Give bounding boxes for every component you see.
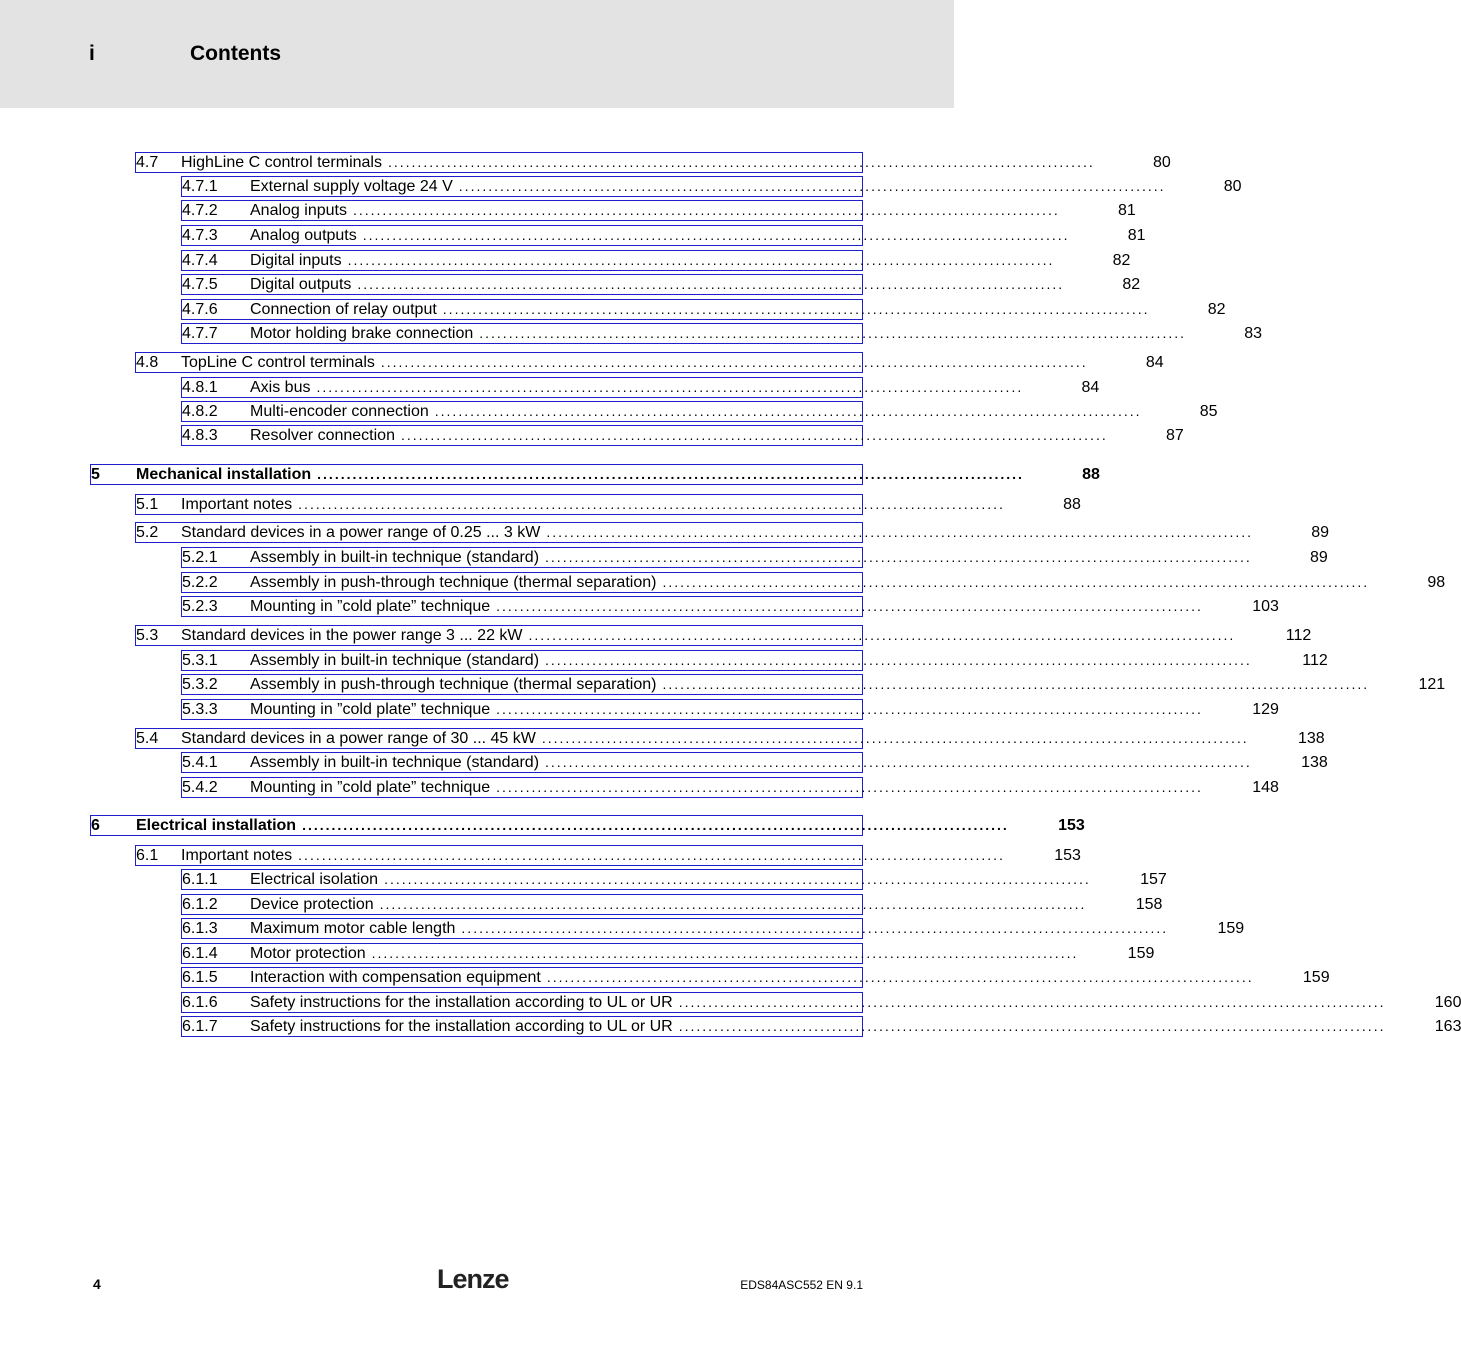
toc-leader-dots: ........................................................................................................................ <box>496 598 1203 614</box>
toc-leader-dots: ........................................................................................................................ <box>545 652 1252 668</box>
toc-leader-dots: ........................................................................................................................ <box>541 730 1249 746</box>
toc-entry-6-1-1[interactable] <box>181 869 1167 890</box>
toc-entry-page: 83 <box>1244 325 1263 342</box>
toc-leader-dots: ........................................................................................................................ <box>362 227 1070 243</box>
toc-entry-title: Motor protection <box>250 945 366 962</box>
toc-leader-dots: ........................................................................................................................ <box>357 276 1065 292</box>
toc-entry-6-1-4[interactable] <box>181 943 1155 964</box>
toc-entry-number: 6.1 <box>136 847 159 864</box>
toc-entry-title: Assembly in push-through technique (thermal separation) <box>250 574 657 591</box>
toc-entry-number: 4.7.5 <box>182 276 218 293</box>
toc-entry-title: Standard devices in a power range of 30 ... 45 kW <box>181 730 536 747</box>
toc-entry-page: 89 <box>1310 549 1328 566</box>
toc-entry-5-4-1[interactable] <box>181 752 1328 773</box>
toc-entry-title: Analog outputs <box>250 227 357 244</box>
toc-leader-dots: ........................................................................................................................ <box>479 325 1187 341</box>
toc-entry-number: 5 <box>91 466 100 483</box>
toc-entry-title: Axis bus <box>250 379 311 396</box>
toc-entry-page: 84 <box>1081 379 1100 396</box>
toc-entry-number: 4.7.4 <box>182 252 218 269</box>
toc-entry-title: Assembly in built-in technique (standard) <box>250 754 540 771</box>
toc-entry-6-1-5[interactable] <box>181 967 1330 988</box>
toc-entry-page: 82 <box>1207 301 1226 318</box>
toc-leader-dots: ........................................................................................................................ <box>461 920 1169 936</box>
toc-entry-number: 4.8.2 <box>182 403 218 420</box>
toc-entry-title: Assembly in push-through technique (thermal separation) <box>250 676 657 693</box>
toc-entry-page: 112 <box>1285 627 1312 644</box>
toc-entry-number: 6 <box>91 817 100 834</box>
toc-entry-number: 5.4.2 <box>182 779 218 796</box>
toc-entry-title: Assembly in built-in technique (standard) <box>250 652 540 669</box>
toc-leader-dots: ........................................................................................................................ <box>545 549 1252 565</box>
toc-entry-4-8[interactable] <box>135 352 1164 373</box>
toc-entry-title: TopLine C control terminals <box>181 354 375 371</box>
toc-leader-dots: ........................................................................................................................ <box>545 754 1252 770</box>
toc-entry-title: Digital outputs <box>250 276 352 293</box>
toc-entry-number: 5.4 <box>136 730 159 747</box>
toc-entry-5-1[interactable] <box>135 494 1081 515</box>
toc-entry-page: 153 <box>1054 847 1081 864</box>
toc-entry-page: 148 <box>1252 779 1279 796</box>
lenze-logo: Lenze <box>437 1264 509 1294</box>
toc-leader-dots: ........................................................................................................................ <box>347 252 1055 268</box>
toc-entry-page: 159 <box>1127 945 1155 962</box>
toc-entry-page: 121 <box>1418 676 1446 693</box>
toc-leader-dots: ........................................................................................................................ <box>400 427 1108 443</box>
toc-entry-5[interactable] <box>90 464 1100 485</box>
toc-entry-number: 4.8.1 <box>182 379 218 396</box>
toc-entry-5-3[interactable] <box>135 625 1312 646</box>
toc-leader-dots: ........................................................................................................................ <box>678 1018 1386 1034</box>
toc-leader-dots: ........................................................................................................................ <box>298 847 1005 863</box>
toc-entry-page: 80 <box>1223 178 1242 195</box>
toc-entry-number: 5.2 <box>136 524 159 541</box>
toc-entry-4-7-1[interactable] <box>181 176 1242 197</box>
toc-leader-dots: ........................................................................................................................ <box>352 202 1060 218</box>
toc-leader-dots: ........................................................................................................................ <box>434 403 1142 419</box>
toc-entry-title: Mechanical installation <box>136 466 312 483</box>
toc-entry-number: 6.1.5 <box>182 969 218 986</box>
toc-leader-dots: ........................................................................................................................ <box>387 154 1095 170</box>
toc-entry-5-3-1[interactable] <box>181 650 1328 671</box>
toc-entry-page: 159 <box>1217 920 1245 937</box>
toc-entry-6-1-3[interactable] <box>181 918 1245 939</box>
toc-entry-number: 5.1 <box>136 496 159 513</box>
toc-entry-page: 163 <box>1434 1018 1461 1035</box>
toc-entry-page: 129 <box>1252 701 1279 718</box>
toc-entry-4-7-2[interactable] <box>181 200 1136 221</box>
toc-entry-number: 6.1.6 <box>182 994 218 1011</box>
toc-leader-dots: ........................................................................................................................ <box>442 301 1150 317</box>
toc-entry-4-8-2[interactable] <box>181 401 1218 422</box>
toc-leader-dots: ........................................................................................................................ <box>662 676 1370 692</box>
toc-entry-5-4[interactable] <box>135 728 1325 749</box>
toc-leader-dots: ........................................................................................................................ <box>496 701 1203 717</box>
toc-leader-dots: ........................................................................................................................ <box>662 574 1370 590</box>
toc-entry-6-1-2[interactable] <box>181 894 1163 915</box>
toc-entry-number: 4.7.6 <box>182 301 218 318</box>
toc-entry-page: 98 <box>1427 574 1446 591</box>
toc-entry-5-3-2[interactable] <box>181 674 1446 695</box>
toc-entry-title: Resolver connection <box>250 427 395 444</box>
toc-entry-number: 5.3 <box>136 627 159 644</box>
toc-entry-number: 5.3.2 <box>182 676 218 693</box>
toc-entry-number: 4.7 <box>136 154 159 171</box>
toc-entry-number: 4.7.1 <box>182 178 218 195</box>
toc-entry-page: 112 <box>1302 652 1328 669</box>
toc-entry-title: Standard devices in the power range 3 ... 22 kW <box>181 627 523 644</box>
toc-entry-page: 157 <box>1140 871 1167 888</box>
toc-entry-6-1[interactable] <box>135 845 1081 866</box>
document-code: EDS84ASC552 EN 9.1 <box>740 1278 863 1292</box>
toc-entry-page: 103 <box>1252 598 1279 615</box>
toc-entry-4-7-4[interactable] <box>181 250 1131 271</box>
toc-leader-dots: ........................................................................................................................ <box>302 817 1009 833</box>
toc-entry-4-7[interactable] <box>135 152 1171 173</box>
toc-entry-page: 159 <box>1302 969 1330 986</box>
toc-entry-number: 6.1.4 <box>182 945 218 962</box>
toc-leader-dots: ........................................................................................................................ <box>316 379 1024 395</box>
footer-page-number: 4 <box>93 1276 101 1292</box>
toc-entry-number: 4.7.3 <box>182 227 218 244</box>
toc-entry-title: Maximum motor cable length <box>250 920 456 937</box>
toc-entry-title: Electrical isolation <box>250 871 379 888</box>
toc-leader-dots: ........................................................................................................................ <box>458 178 1166 194</box>
toc-leader-dots: ........................................................................................................................ <box>317 466 1024 482</box>
toc-entry-title: Important notes <box>181 496 293 513</box>
toc-entry-5-4-2[interactable] <box>181 777 1279 798</box>
toc-entry-page: 84 <box>1145 354 1164 371</box>
toc-entry-title: Interaction with compensation equipment <box>250 969 541 986</box>
toc-entry-title: Motor holding brake connection <box>250 325 474 342</box>
toc-entry-number: 5.4.1 <box>182 754 218 771</box>
toc-entry-number: 5.2.2 <box>182 574 218 591</box>
toc-leader-dots: ........................................................................................................................ <box>546 524 1254 540</box>
toc-leader-dots: ........................................................................................................................ <box>379 896 1087 912</box>
toc-entry-title: Connection of relay output <box>250 301 437 318</box>
toc-entry-number: 6.1.1 <box>182 871 218 888</box>
toc-entry-page: 160 <box>1434 994 1461 1011</box>
toc-entry-5-2-3[interactable] <box>181 596 1279 617</box>
toc-entry-4-8-1[interactable] <box>181 377 1100 398</box>
toc-entry-5-2-2[interactable] <box>181 572 1446 593</box>
toc-leader-dots: ........................................................................................................................ <box>678 994 1386 1010</box>
toc-entry-4-7-3[interactable] <box>181 225 1146 246</box>
toc-leader-dots: ........................................................................................................................ <box>298 496 1005 512</box>
toc-entry-page: 158 <box>1135 896 1163 913</box>
toc-entry-title: Electrical installation <box>136 817 297 834</box>
toc-entry-title: External supply voltage 24 V <box>250 178 453 195</box>
toc-entry-title: Digital inputs <box>250 252 342 269</box>
toc-entry-number: 4.7.7 <box>182 325 218 342</box>
toc-entry-4-7-7[interactable] <box>181 323 1263 344</box>
toc-entry-title: Important notes <box>181 847 293 864</box>
toc-entry-4-7-5[interactable] <box>181 274 1141 295</box>
chapter-marker: i <box>89 42 95 65</box>
toc-entry-page: 80 <box>1152 154 1171 171</box>
toc-entry-title: Safety instructions for the installation according to UL or UR <box>250 994 673 1011</box>
toc-entry-page: 138 <box>1297 730 1325 747</box>
toc-entry-page: 81 <box>1117 202 1136 219</box>
toc-entry-title: Standard devices in a power range of 0.25 ... 3 kW <box>181 524 541 541</box>
toc-entry-page: 82 <box>1112 252 1131 269</box>
toc-leader-dots: ........................................................................................................................ <box>496 779 1203 795</box>
toc-entry-page: 85 <box>1199 403 1218 420</box>
toc-entry-4-8-3[interactable] <box>181 425 1184 446</box>
toc-leader-dots: ........................................................................................................................ <box>380 354 1088 370</box>
toc-entry-6-1-7[interactable] <box>181 1016 1461 1037</box>
toc-entry-5-3-3[interactable] <box>181 699 1279 720</box>
toc-entry-title: Device protection <box>250 896 374 913</box>
toc-entry-page: 87 <box>1165 427 1184 444</box>
toc-entry-number: 5.2.3 <box>182 598 218 615</box>
toc-entry-title: Analog inputs <box>250 202 347 219</box>
toc-entry-number: 5.2.1 <box>182 549 218 566</box>
toc-entry-6[interactable] <box>90 815 1085 836</box>
toc-leader-dots: ........................................................................................................................ <box>546 969 1254 985</box>
toc-entry-number: 4.8.3 <box>182 427 218 444</box>
toc-entry-page: 89 <box>1311 524 1330 541</box>
toc-entry-title: Mounting in ”cold plate” technique <box>250 598 491 615</box>
toc-entry-page: 138 <box>1301 754 1328 771</box>
toc-entry-5-2-1[interactable] <box>181 547 1328 568</box>
toc-entry-page: 153 <box>1058 817 1085 834</box>
toc-entry-title: Mounting in ”cold plate” technique <box>250 701 491 718</box>
toc-leader-dots: ........................................................................................................................ <box>528 627 1236 643</box>
toc-entry-page: 82 <box>1122 276 1141 293</box>
toc-entry-title: Assembly in built-in technique (standard) <box>250 549 540 566</box>
toc-entry-number: 5.3.3 <box>182 701 218 718</box>
toc-entry-page: 88 <box>1082 466 1100 483</box>
toc-entry-title: Mounting in ”cold plate” technique <box>250 779 491 796</box>
toc-leader-dots: ........................................................................................................................ <box>384 871 1091 887</box>
page-title: Contents <box>190 42 281 65</box>
toc-entry-number: 4.7.2 <box>182 202 218 219</box>
toc-entry-page: 81 <box>1127 227 1146 244</box>
toc-entry-title: Safety instructions for the installation according to UL or UR <box>250 1018 673 1035</box>
toc-entry-6-1-6[interactable] <box>181 992 1461 1013</box>
toc-entry-number: 6.1.7 <box>182 1018 218 1035</box>
toc-entry-5-2[interactable] <box>135 522 1330 543</box>
toc-entry-number: 6.1.3 <box>182 920 218 937</box>
toc-entry-number: 5.3.1 <box>182 652 218 669</box>
toc-entry-number: 4.8 <box>136 354 159 371</box>
toc-entry-title: HighLine C control terminals <box>181 154 382 171</box>
toc-leader-dots: ........................................................................................................................ <box>371 945 1079 961</box>
toc-entry-4-7-6[interactable] <box>181 299 1226 320</box>
toc-entry-title: Multi-encoder connection <box>250 403 429 420</box>
toc-entry-number: 6.1.2 <box>182 896 218 913</box>
toc-entry-page: 88 <box>1063 496 1081 513</box>
